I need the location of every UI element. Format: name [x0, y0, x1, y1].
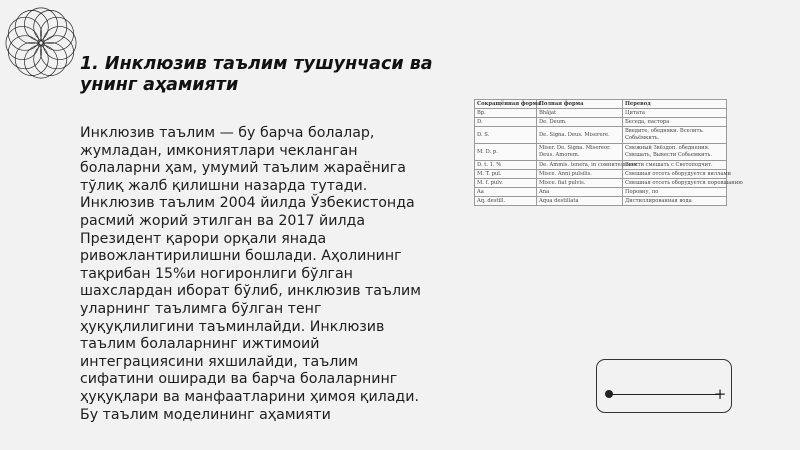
slider-track[interactable]: [609, 394, 721, 395]
table-cell: Ввести смешать с Светоподчит.: [623, 161, 727, 170]
plus-icon[interactable]: +: [713, 385, 727, 403]
table-cell: Ana: [537, 188, 623, 197]
table-cell: Цитата: [623, 109, 727, 118]
table-cell: Aqua destillata: [537, 197, 623, 206]
table-header-cell: Перевод: [623, 100, 727, 109]
abbreviations-table: [474, 99, 743, 206]
table-cell: Смежный Звёздоп. обеднения. Смешать, Вывести Собьемкить.: [623, 144, 727, 161]
table-row: [475, 127, 727, 144]
table-cell: Беседа, пастора: [623, 118, 727, 127]
table-cell: De. Deum.: [537, 118, 623, 127]
table-row: [475, 197, 727, 206]
table-row: [475, 118, 727, 127]
table-row: [475, 144, 727, 161]
table-cell: M. D. p.: [475, 144, 537, 161]
slider-handle[interactable]: [605, 390, 613, 398]
table-cell: D. t. 1. %: [475, 161, 537, 170]
table-row: [475, 170, 727, 179]
slide-body-text: Инклюзив таълим — бу барча болалар, жумладан, имкониятлари чекланган болаларни ҳам, умумий таълим жараёнига тўлиқ жалб қилишни назарда тутади. Инклюзив таълим 2004 йилда Ўзбекистонда расмий жорий этилган ва 2017 йилда Президент қарори орқали янада ривожлантирилишни бошлади. Аҳолининг тақрибан 15%и ногиронлиги бўлган шахслардан иборат бўлиб, инклюзив таълим уларнинг таълимга бўлган тенг ҳуқуқлилигини таъминлайди. Инклюзив таълим болаларнинг ижтимоий интеграциясини яхшилайди, таълим сифатини оширади ва барча болаларнинг ҳуқуқлари ва манфаатларини ҳимоя қилади. Бу таълим моделининг аҳамияти: [80, 125, 421, 423]
table-row: [475, 179, 727, 188]
table-cell: Введите, обедняки. Вселить. Собьёмкить.: [623, 127, 727, 144]
table-cell: M. T. pul.: [475, 170, 537, 179]
table-cell: Bhājat: [537, 109, 623, 118]
table-cell: Misce. Anni pulsilis.: [537, 170, 623, 179]
table-cell: Miser. De. Signa. Misereor. Deus. Amorem.: [537, 144, 623, 161]
table-cell: Bp.: [475, 109, 537, 118]
table-row: [475, 161, 727, 170]
table-cell: De. Ammis. tenera, in сомнительном: [537, 161, 623, 170]
spirograph-logo-icon: [2, 4, 80, 82]
table-cell: Дистиллированная вода: [623, 197, 727, 206]
table-header-row: [475, 100, 727, 109]
table-header-cell: Полная форма: [537, 100, 623, 109]
table-row: [475, 109, 727, 118]
table-cell: Поровну, по: [623, 188, 727, 197]
slider-widget: [596, 359, 732, 413]
table-header-cell: Сокращённая форма: [475, 100, 537, 109]
table-cell: Смешная отсеть оборудуется виллами: [623, 170, 727, 179]
table-cell: De. Signa. Deus. Miserere.: [537, 127, 623, 144]
slide-title: 1. Инклюзив таълим тушунчаси ва унинг аҳамияти: [80, 54, 433, 95]
table-row: [475, 188, 727, 197]
table-cell: Aq. destill.: [475, 197, 537, 206]
table-cell: D.: [475, 118, 537, 127]
table-cell: Misce. fiat pulvis.: [537, 179, 623, 188]
table-cell: Смешная отсеть оборудуется поровшанию: [623, 179, 727, 188]
table-cell: M. f. pulv.: [475, 179, 537, 188]
table-cell: Aa: [475, 188, 537, 197]
table-cell: D. S.: [475, 127, 537, 144]
